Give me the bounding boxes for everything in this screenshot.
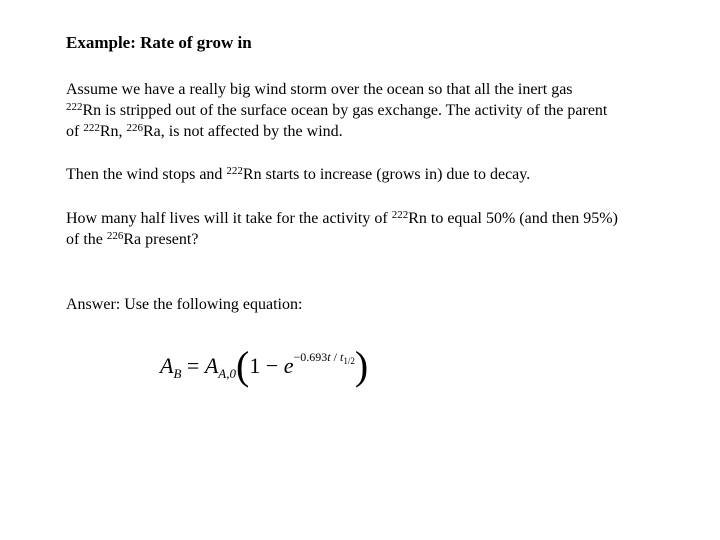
eq-rhs: A [204, 353, 219, 378]
p3-text-a: How many half lives will it take for the activity of [66, 210, 392, 227]
eq-e: e [283, 353, 294, 378]
paragraph-answer: Answer: Use the following equation: [66, 296, 303, 313]
eq-lhs: A [160, 353, 174, 378]
isotope-superscript: 222 [226, 165, 243, 177]
eq-one-minus: 1 − [249, 353, 284, 378]
eq-open-paren: ( [235, 343, 250, 388]
paragraph-question [66, 208, 706, 250]
paragraph-wind-stops [66, 164, 706, 185]
eq-rhs-sub: A,0 [218, 366, 236, 381]
isotope-superscript: 222 [83, 122, 100, 134]
eq-close-paren: ) [354, 343, 369, 388]
isotope-superscript: 226 [126, 122, 143, 134]
isotope-superscript: 226 [106, 230, 124, 242]
slide-title: Example: Rate of grow in [66, 33, 252, 52]
p3-text-b: Rn to equal 50% (and then 95%) [408, 210, 618, 227]
ingrowth-equation [160, 343, 430, 400]
p1-line3c: Ra, is not affected by the wind. [143, 123, 343, 140]
eq-exponent: −0.693t / t1/2 [293, 350, 355, 366]
p2-text-b: Rn starts to increase (grows in) due to decay. [242, 166, 531, 183]
p1-line3b: Rn, [99, 123, 127, 140]
eq-equals: = [181, 353, 205, 378]
p1-line3a: of [66, 123, 84, 140]
p1-line2: Rn is stripped out of the surface ocean by gas exchange. The activity of the parent [82, 102, 608, 119]
isotope-superscript: 222 [66, 101, 83, 113]
isotope-superscript: 222 [391, 209, 409, 221]
paragraph-scenario [66, 79, 706, 142]
p2-text-a: Then the wind stops and [66, 166, 227, 183]
p3-text-d: Ra present? [123, 231, 199, 248]
p1-line1: Assume we have a really big wind storm over the ocean so that all the inert gas [66, 81, 573, 98]
eq-lhs-sub: B [173, 366, 182, 381]
p3-text-c: of the [66, 231, 107, 248]
